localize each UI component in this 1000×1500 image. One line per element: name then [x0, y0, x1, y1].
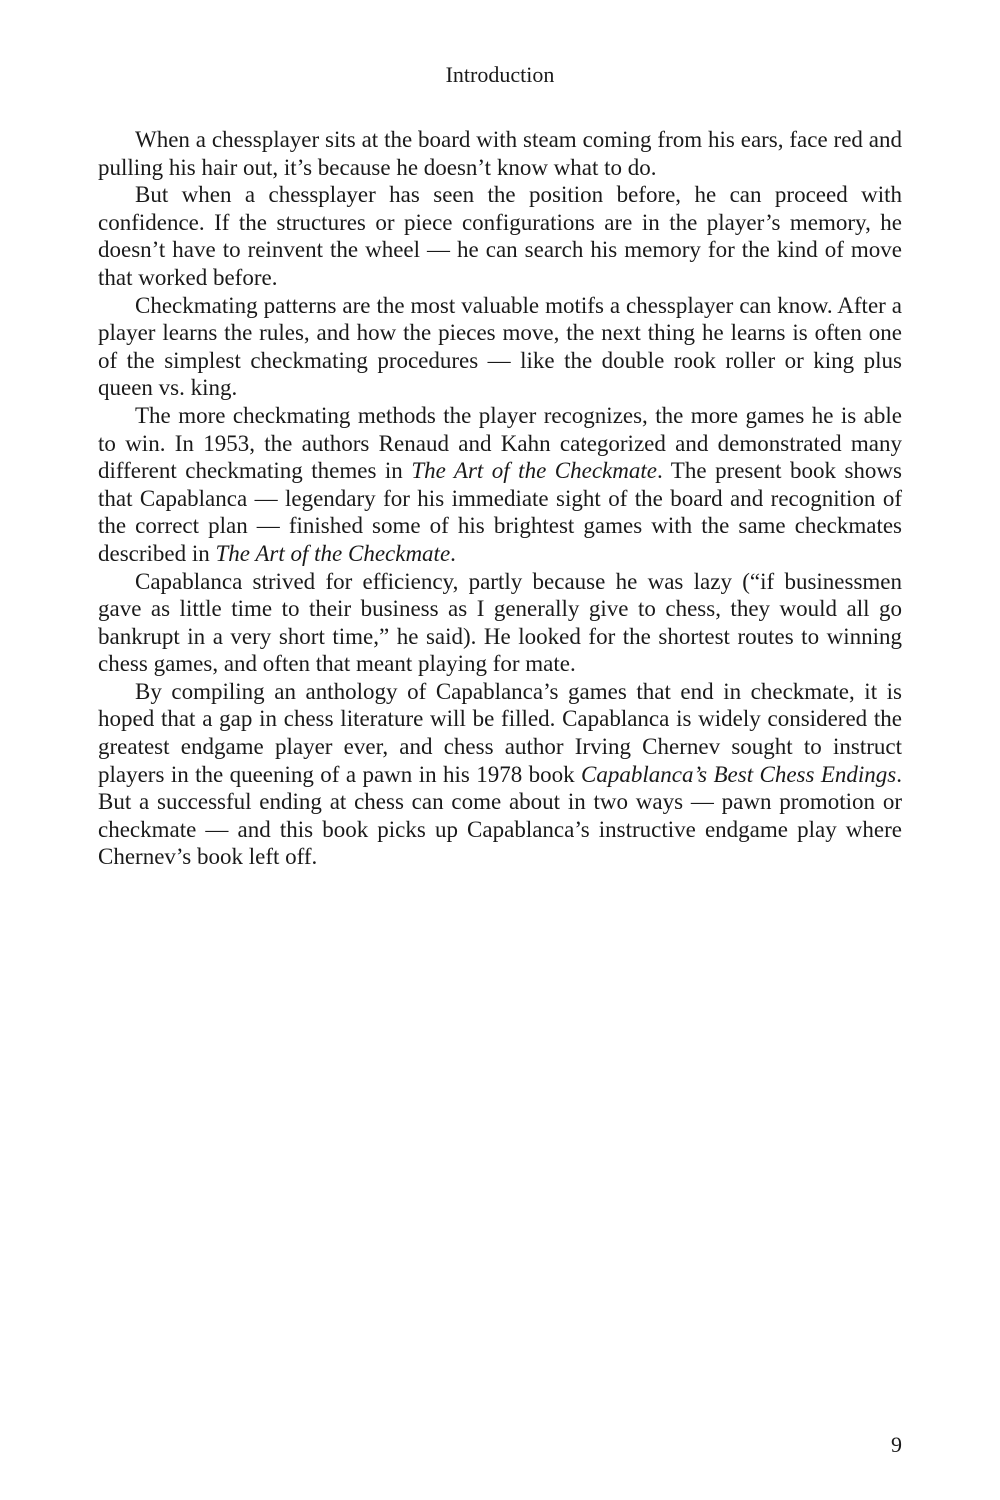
paragraph-text: By compiling an anthology of Capablanca’s games that end in checkmate, it is hoped that a gap in chess literature will be filled. Capablanca is widely considered the greatest endgame player ever, and chess author Irving Chernev sought to instruct players in the queening of a pawn in his 1978 book: [98, 678, 902, 787]
paragraph: [98, 292, 902, 402]
paragraph-text: . But a successful ending at chess can come about in two ways — pawn promotion or checkmate — and this book picks up Capablanca’s instructive endgame play where Chernev’s book left off.: [98, 761, 902, 870]
paragraph-text: Capablanca strived for efficiency, partly because he was lazy (“if businessmen gave as little time to their business as I generally give to chess, they would all go bankrupt in a very short time,” he said). He looked for the shortest routes to winning chess games, and often that meant playing for mate.: [98, 568, 902, 677]
paragraph: [98, 126, 902, 181]
paragraph-text: Checkmating patterns are the most valuable motifs a chessplayer can know. After a player learns the rules, and how the pieces move, the next thing he learns is often one of the simplest checkmating procedures — like the double rook roller or king plus queen vs. king.: [98, 292, 902, 401]
paragraph: [98, 678, 902, 871]
paragraph: [98, 181, 902, 291]
book-title-italic: The Art of the Checkmate: [215, 540, 451, 566]
book-title-italic: Capablanca’s Best Chess Endings: [581, 761, 897, 787]
paragraph: [98, 568, 902, 678]
running-head: Introduction: [445, 62, 555, 87]
paragraph-text: When a chessplayer sits at the board with steam coming from his ears, face red and pulling his hair out, it’s because he doesn’t know what to do.: [98, 127, 902, 180]
book-title-italic: The Art of the Checkmate: [411, 458, 657, 484]
paragraph-text: .: [450, 540, 456, 566]
paragraph-text: But when a chessplayer has seen the position before, he can proceed with confidence. If the structures or piece configurations are in the player’s memory, he doesn’t have to reinvent the wheel — he can search his memory for the kind of move that worked before.: [98, 182, 902, 290]
paragraph-text: The more checkmating methods the player recognizes, the more games he is able to win. In 1953, the authors Renaud and Kahn categorized and demonstrated many different checkmating themes in: [98, 402, 902, 484]
page-number: 9: [891, 1432, 902, 1457]
paragraph-text: . The present book shows that Capablanca — legendary for his immediate sight of the board and recognition of the correct plan — finished some of his brightest games with the same checkmates described in: [98, 458, 902, 566]
paragraph: [98, 402, 902, 568]
body-text: [98, 126, 902, 871]
